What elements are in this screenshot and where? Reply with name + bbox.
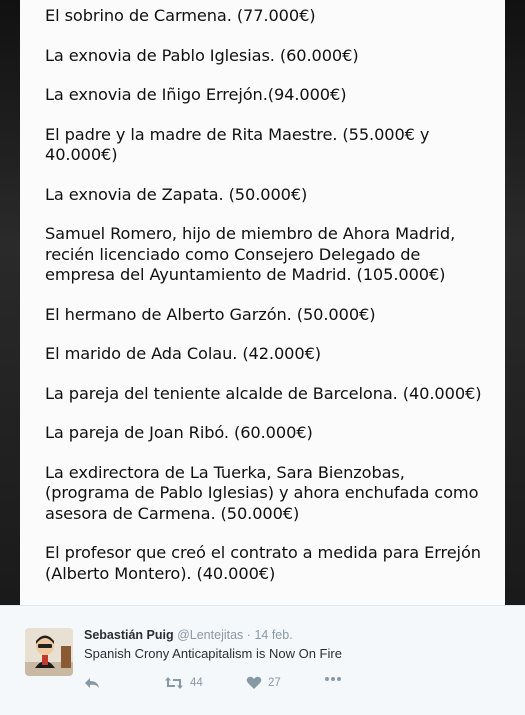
doc-line-10: La pareja de Joan Ribó. (60.000€)	[45, 423, 313, 442]
heart-icon	[246, 676, 262, 690]
tweet-text: Spanish Crony Anticapitalism is Now On Fire	[84, 646, 342, 661]
frame-right	[505, 0, 525, 605]
doc-line-2: La exnovia de Pablo Iglesias. (60.000€)	[45, 45, 359, 65]
retweet-icon	[164, 676, 184, 690]
retweet-count: 44	[190, 677, 203, 689]
tweet-card[interactable]	[0, 605, 525, 715]
doc-line-1: El sobrino de Carmena. (77.000€)	[45, 6, 316, 25]
like-count: 27	[268, 677, 281, 689]
tweet-author-handle[interactable]: @Lentejitas	[177, 628, 244, 642]
doc-line-6: Samuel Romero, hijo de miembro de Ahora Madrid, recién licenciado como Consejero Delegado de empresa del Ayuntamiento de Madrid. (105.000€)	[45, 224, 456, 284]
doc-line-8: El marido de Ada Colau. (42.000€)	[45, 344, 321, 363]
doc-line-12: El profesor que creó el contrato a medida para Errejón (Alberto Montero). (40.000€)	[45, 543, 481, 583]
doc-line-11: La exdirectora de La Tuerka, Sara Bienzobas, (programa de Pablo Iglesias) y ahora enchufada como asesora de Carmena. (50.000€)	[45, 462, 479, 523]
doc-line-5: La exnovia de Zapata. (50.000€)	[45, 184, 308, 204]
more-button[interactable]	[324, 676, 342, 682]
like-button[interactable]	[246, 676, 281, 690]
document-image	[20, 0, 505, 605]
avatar[interactable]	[25, 628, 73, 676]
tweet-timestamp[interactable]: 14 feb.	[254, 628, 293, 642]
reply-button[interactable]	[84, 676, 100, 690]
tweet-separator: ·	[246, 628, 251, 642]
retweet-button[interactable]	[164, 676, 203, 690]
frame-left	[0, 0, 20, 605]
reply-icon	[84, 676, 100, 690]
more-icon	[324, 676, 342, 682]
tweet-header	[84, 628, 293, 642]
tweet-actions	[84, 676, 384, 696]
doc-line-7: El hermano de Alberto Garzón. (50.000€)	[45, 304, 376, 324]
tweet-author-name[interactable]: Sebastián Puig	[84, 628, 174, 642]
doc-line-3: La exnovia de Iñigo Errejón.(94.000€)	[45, 85, 347, 104]
doc-line-9: La pareja del teniente alcalde de Barcelona. (40.000€)	[45, 383, 482, 403]
doc-line-4: El padre y la madre de Rita Maestre. (55.000€ y 40.000€)	[45, 124, 430, 164]
